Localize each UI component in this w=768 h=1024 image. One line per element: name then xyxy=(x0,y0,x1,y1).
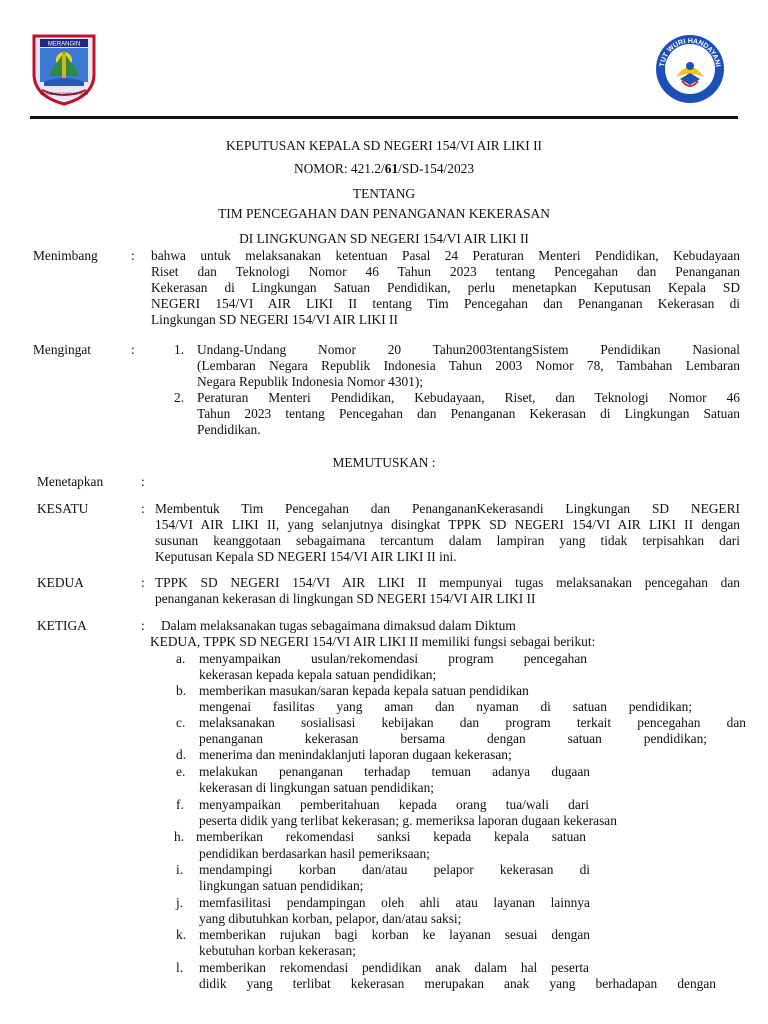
fungsi-item-line: memfasilitasi pendampingan oleh ahli atau layanan lainnya xyxy=(199,895,590,910)
kesatu-colon: : xyxy=(141,501,145,516)
mengingat-item-number: 1. xyxy=(174,342,185,357)
decree-title: KEPUTUSAN KEPALA SD NEGERI 154/VI AIR LIKI II xyxy=(225,138,543,153)
menimbang-colon: : xyxy=(131,248,135,263)
fungsi-item-line: memberikan masukan/saran kepada kepala satuan pendidikan xyxy=(199,683,529,698)
mengingat-item-line: Tahun 2023 tentang Pencegahan dan Penanganan Kekerasan di Lingkungan Satuan xyxy=(197,406,740,421)
memutuskan-heading: MEMUTUSKAN : xyxy=(332,455,436,470)
fungsi-letter: j. xyxy=(176,895,184,910)
fungsi-letter: l. xyxy=(176,960,184,975)
tut-wuri-handayani-logo xyxy=(654,33,726,105)
fungsi-item-line: mendampingi korban dan/atau pelapor kekerasan di xyxy=(199,862,590,877)
fungsi-item-line: memberikan rekomendasi sanksi kepada kepala satuan xyxy=(196,829,586,844)
kesatu-label: KESATU xyxy=(37,501,89,516)
menimbang-line: NEGERI 154/VI AIR LIKI II tentang Tim Pencegahan dan Penanganan Kekerasan di xyxy=(151,296,740,311)
fungsi-item-line: memberikan rekomendasi pendidikan anak dalam hal peserta xyxy=(199,960,589,975)
decree-number-prefix: NOMOR: 421.2/ xyxy=(293,161,385,176)
fungsi-letter: b. xyxy=(176,683,187,698)
fungsi-item-line: memberikan rujukan bagi korban ke layanan sesuai dengan xyxy=(199,927,590,942)
fungsi-letter: i. xyxy=(176,862,184,877)
fungsi-item-line: pendidikan berdasarkan hasil pemeriksaan; xyxy=(199,846,430,861)
fungsi-letter: a. xyxy=(176,651,186,666)
tentang-heading: TENTANG xyxy=(352,186,416,201)
kesatu-line: susunan keanggotaan sebagaimana tercantum dalam lampiran yang tidak terpisahkan dari xyxy=(155,533,740,548)
fungsi-item-line: penanganan kekerasan bersama dengan satuan pendidikan; xyxy=(199,731,707,746)
decree-number-bold: 61 xyxy=(384,161,399,176)
mengingat-item-line: Negara Republik Indonesia Nomor 4301); xyxy=(197,374,424,389)
mengingat-item-line: Pendidikan. xyxy=(197,422,261,437)
fungsi-item-line: lingkungan satuan pendidikan; xyxy=(199,878,364,893)
mengingat-item-line: (Lembaran Negara Republik Indonesia Tahun 2003 Nomor 78, Tambahan Lembaran xyxy=(197,358,740,373)
kesatu-line: Keputusan Kepala SD NEGERI 154/VI AIR LIKI II ini. xyxy=(155,549,457,564)
mengingat-item-number: 2. xyxy=(174,390,185,405)
menimbang-line: Riset dan Teknologi Nomor 46 Tahun 2023 tentang Pencegahan dan Penanganan xyxy=(151,264,740,279)
menetapkan-colon: : xyxy=(141,474,145,489)
fungsi-letter: d. xyxy=(176,747,187,762)
ketiga-colon: : xyxy=(141,618,145,633)
fungsi-letter: e. xyxy=(176,764,186,779)
ketiga-intro: KEDUA, TPPK SD NEGERI 154/VI AIR LIKI II memiliki fungsi sebagai berikut: xyxy=(150,634,596,649)
fungsi-item-line: melakukan penanganan terhadap temuan adanya dugaan xyxy=(199,764,590,779)
fungsi-item-line: kekerasan kepada kepala satuan pendidikan; xyxy=(199,667,437,682)
mengingat-colon: : xyxy=(131,342,135,357)
ketiga-label: KETIGA xyxy=(37,618,87,633)
fungsi-item-line: didik yang terlibat kekerasan merupakan anak yang berhadapan dengan xyxy=(199,976,716,991)
fungsi-letter: f. xyxy=(176,797,184,812)
letterhead-divider xyxy=(30,116,738,119)
decree-number xyxy=(0,161,768,177)
mengingat-label: Mengingat xyxy=(33,342,92,357)
fungsi-item-line: melaksanakan sosialisasi kebijakan dan program terkait pencegahan dan xyxy=(199,715,746,730)
menetapkan-label: Menetapkan xyxy=(37,474,104,489)
kedua-label: KEDUA xyxy=(37,575,84,590)
fungsi-item-line: kebutuhan korban kekerasan; xyxy=(199,943,356,958)
fungsi-letter: c. xyxy=(176,715,186,730)
logo-motto-text: TALI UNDANG TAMBANG TELITI xyxy=(40,92,88,96)
kedua-line: TPPK SD NEGERI 154/VI AIR LIKI II mempunyai tugas melaksanakan pencegahan dan xyxy=(155,575,740,590)
fungsi-item-line: yang dibutuhkan korban, pelapor, dan/atau saksi; xyxy=(199,911,462,926)
merangin-emblem-logo xyxy=(30,30,98,106)
fungsi-item-line: menyampaikan usulan/rekomendasi program pencegahan xyxy=(199,651,587,666)
kesatu-line: 154/VI AIR LIKI II, yang selanjutnya disingkat TPPK SD NEGERI 154/VI AIR LIKI II dengan xyxy=(155,517,740,532)
subject-line-1: TIM PENCEGAHAN DAN PENANGANAN KEKERASAN xyxy=(218,206,550,221)
menimbang-line: Lingkungan SD NEGERI 154/VI AIR LIKI II xyxy=(151,312,398,327)
decree-number-suffix: /SD-154/2023 xyxy=(398,161,475,176)
fungsi-letter: h. xyxy=(174,829,185,844)
fungsi-item-line: menyampaikan pemberitahuan kepada orang tua/wali dari xyxy=(199,797,589,812)
fungsi-item-line: menerima dan menindaklanjuti laporan dugaan kekerasan; xyxy=(199,747,512,762)
fungsi-item-line: mengenai fasilitas yang aman dan nyaman di satuan pendidikan; xyxy=(199,699,692,714)
fungsi-item-line: peserta didik yang terlibat kekerasan; g. memeriksa laporan dugaan kekerasan xyxy=(199,813,617,828)
subject-line-2: DI LINGKUNGAN SD NEGERI 154/VI AIR LIKI II xyxy=(239,231,529,246)
menimbang-line: Kekerasan di Lingkungan Satuan Pendidikan, perlu menetapkan Keputusan Kepala SD xyxy=(151,280,740,295)
mengingat-item-line: Peraturan Menteri Pendidikan, Kebudayaan, Riset, dan Teknologi Nomor 46 xyxy=(197,390,740,405)
logo-ring-text: TUT WURI HANDAYANI xyxy=(659,37,721,68)
menimbang-line: bahwa untuk melaksanakan ketentuan Pasal 24 Peraturan Menteri Pendidikan, Kebudayaan xyxy=(151,248,740,263)
kedua-line: penanganan kekerasan di lingkungan SD NEGERI 154/VI AIR LIKI II xyxy=(155,591,536,606)
kesatu-line: Membentuk Tim Pencegahan dan PenangananKekerasandi Lingkungan SD NEGERI xyxy=(155,501,740,516)
ketiga-intro: Dalam melaksanakan tugas sebagaimana dimaksud dalam Diktum xyxy=(161,618,516,633)
mengingat-item-line: Undang-Undang Nomor 20 Tahun2003tentangSistem Pendidikan Nasional xyxy=(197,342,740,357)
menimbang-label: Menimbang xyxy=(33,248,98,263)
fungsi-letter: k. xyxy=(176,927,187,942)
fungsi-item-line: kekerasan di lingkungan satuan pendidikan; xyxy=(199,780,435,795)
logo-banner-text: MERANGIN xyxy=(47,41,81,48)
kedua-colon: : xyxy=(141,575,145,590)
